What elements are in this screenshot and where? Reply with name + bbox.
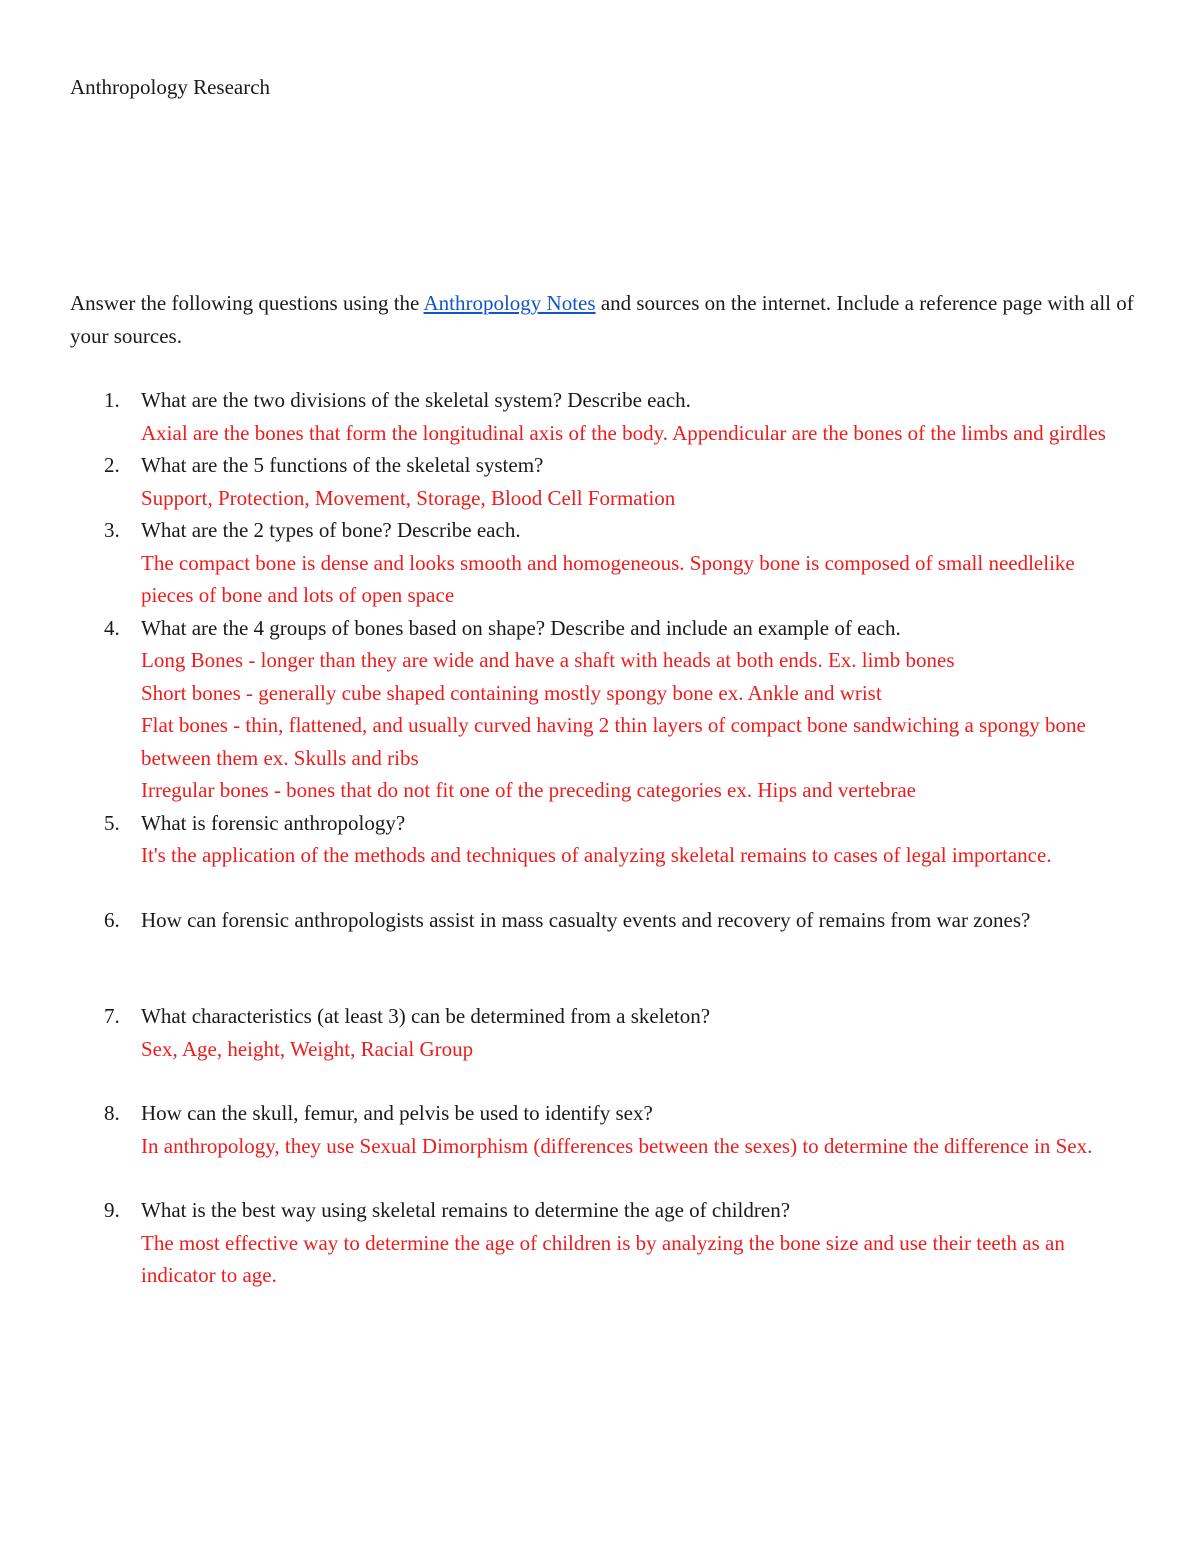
question-number: 3. <box>104 518 120 542</box>
question-2 <box>0 449 1131 514</box>
answer-flat-bones: Flat bones - thin, flattened, and usually curved having 2 thin layers of compact bone sandwiching a spongy bone between them ex. Skulls and ribs <box>141 713 1086 770</box>
question-text: What are the 4 groups of bones based on shape? Describe and include an example of each. <box>141 615 901 640</box>
anthropology-notes-link[interactable]: Anthropology Notes <box>423 291 596 315</box>
question-text: What are the 5 functions of the skeletal system? <box>141 453 544 477</box>
question-6 <box>0 904 1131 937</box>
question-9 <box>0 1194 1131 1292</box>
question-list <box>0 384 1200 1292</box>
question-3 <box>0 514 1131 612</box>
answer-short-bones: Short bones - generally cube shaped containing mostly spongy bone ex. Ankle and wrist <box>141 680 882 705</box>
answer-long-bones: Long Bones - longer than they are wide and have a shaft with heads at both ends. Ex. limb bones <box>141 648 955 672</box>
instructions-text-after: and sources on the internet. Include a reference page with all of your sources. <box>70 291 1134 348</box>
question-text: What is forensic anthropology? <box>141 810 406 835</box>
question-number: 8. <box>104 1101 120 1125</box>
question-text: How can the skull, femur, and pelvis be used to identify sex? <box>141 1101 653 1125</box>
question-number: 7. <box>104 1004 120 1028</box>
question-8 <box>0 1097 1131 1162</box>
question-text: What are the two divisions of the skeletal system? Describe each. <box>141 388 691 412</box>
question-4 <box>0 612 1131 807</box>
question-7 <box>0 1000 1131 1065</box>
instructions-paragraph <box>70 287 1140 353</box>
instructions-text-before: Answer the following questions using the <box>70 291 424 315</box>
question-text: What characteristics (at least 3) can be determined from a skeleton? <box>141 1004 711 1028</box>
answer-text: The compact bone is dense and looks smooth and homogeneous. Spongy bone is composed of small needlelike pieces of bone and lots of open space <box>141 550 1075 607</box>
answer-text: Support, Protection, Movement, Storage, Blood Cell Formation <box>141 485 676 510</box>
answer-text: Axial are the bones that form the longitudinal axis of the body. Appendicular are the bones of the limbs and girdles <box>141 420 1106 445</box>
question-text: What is the best way using skeletal remains to determine the age of children? <box>141 1198 791 1222</box>
answer-irregular-bones: Irregular bones - bones that do not fit one of the preceding categories ex. Hips and vertebrae <box>141 778 916 802</box>
question-number: 6. <box>104 907 120 932</box>
question-number: 1. <box>104 388 120 412</box>
answer-text: In anthropology, they use Sexual Dimorphism (differences between the sexes) to determine the difference in Sex. <box>141 1133 1093 1158</box>
question-number: 4. <box>104 615 120 640</box>
answer-text: The most effective way to determine the age of children is by analyzing the bone size and use their teeth as an indicator to age. <box>141 1230 1065 1287</box>
question-number: 9. <box>104 1198 120 1222</box>
document-title: Anthropology Research <box>70 75 271 99</box>
question-text: What are the 2 types of bone? Describe each. <box>141 518 521 542</box>
question-1 <box>0 384 1131 449</box>
question-number: 5. <box>104 810 120 835</box>
answer-text: Sex, Age, height, Weight, Racial Group <box>141 1036 474 1061</box>
question-text: How can forensic anthropologists assist in mass casualty events and recovery of remains from war zones? <box>141 907 1031 932</box>
answer-text: It's the application of the methods and techniques of analyzing skeletal remains to cases of legal importance. <box>141 843 1052 867</box>
question-5 <box>0 807 1131 872</box>
question-number: 2. <box>104 453 120 477</box>
